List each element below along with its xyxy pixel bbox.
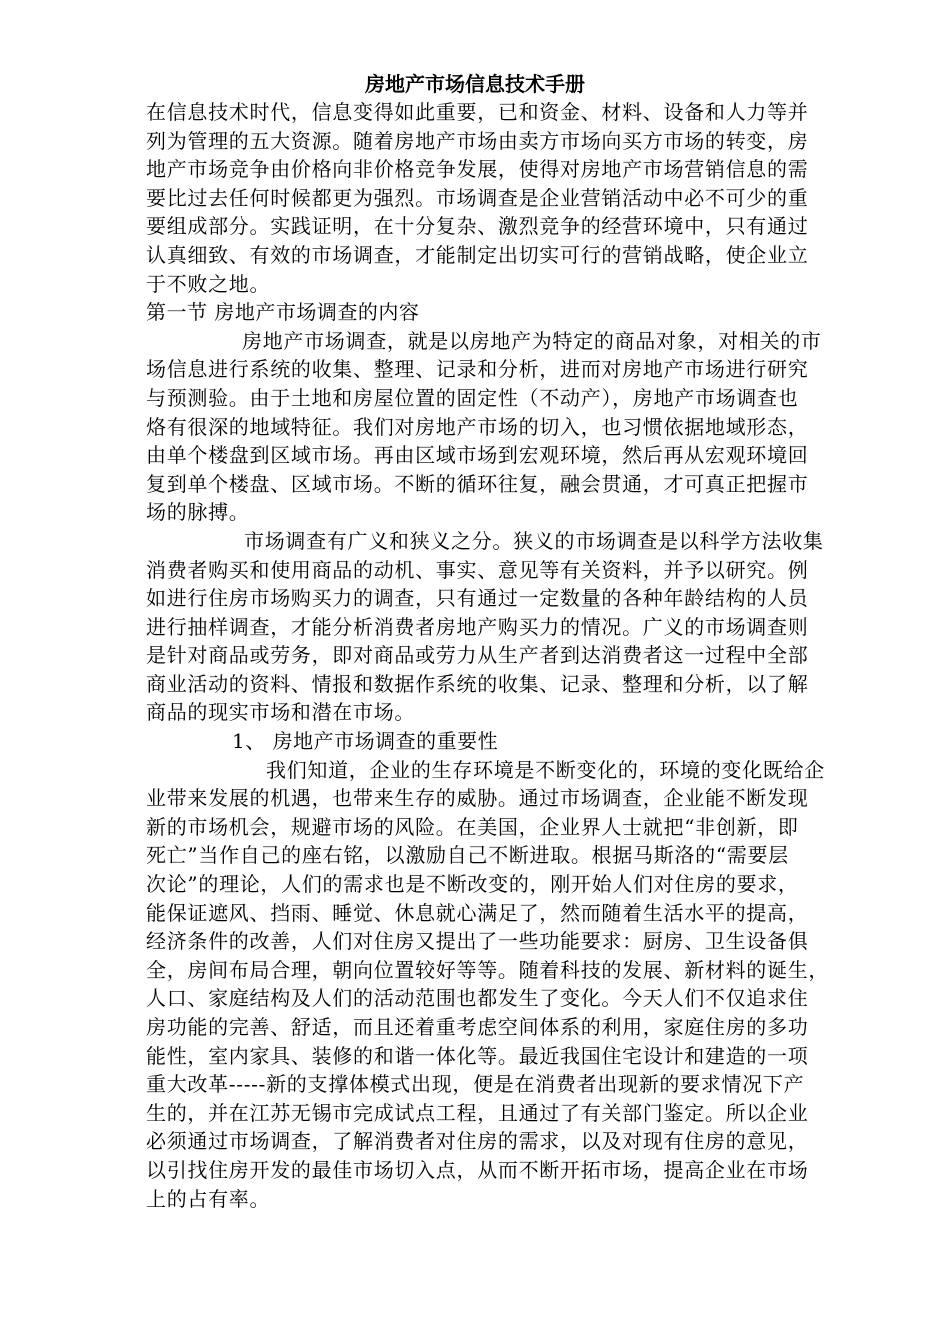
text-line: 房功能的完善、舒适，而且还着重考虑空间体系的利用，家庭住房的多功	[146, 1015, 809, 1039]
text-line: 要比过去任何时候都更为强烈。市场调查是企业营销活动中必不可少的重	[146, 185, 809, 210]
intro-paragraph	[146, 98, 876, 298]
text-line: 商业活动的资料、情报和数据作系统的收集、记录、整理和分析，以了解	[146, 671, 809, 696]
text-line: 进行抽样调查，才能分析消费者房地产购买力的情况。广义的市场调查则	[146, 614, 809, 639]
text-line: 复到单个楼盘、区域市场。不断的循环往复，融会贯通，才可真正把握市	[146, 471, 809, 496]
subsection-heading: 1、 房地产市场调查的重要性	[232, 729, 499, 754]
text-line: 于不败之地。	[146, 271, 271, 296]
text-line: 地产市场竞争由价格向非价格竞争发展，使得对房地产市场营销信息的需	[146, 157, 809, 182]
text-line: 市场调查有广义和狭义之分。狭义的市场调查是以科学方法收集	[244, 528, 824, 553]
paragraph-definition	[146, 327, 876, 527]
text-line: 以引找住房开发的最佳市场切入点，从而不断开拓市场，提高企业在市场	[146, 1157, 809, 1182]
text-line: 全，房间布局合理，朝向位置较好等等。随着科技的发展、新材料的诞生，	[146, 957, 830, 982]
text-line: 由单个楼盘到区域市场。再由区域市场到宏观环境，然后再从宏观环境回	[146, 443, 809, 468]
text-line: 经济条件的改善，人们对住房又提出了一些功能要求：厨房、卫生设备俱	[146, 929, 809, 954]
section-heading: 第一节 房地产市场调查的内容	[146, 300, 420, 325]
text-line: 在信息技术时代，信息变得如此重要，已和资金、材料、设备和人力等并	[146, 100, 809, 124]
text-line: 要组成部分。实践证明，在十分复杂、激烈竞争的经营环境中，只有通过	[146, 214, 809, 239]
text-line: 业带来发展的机遇，也带来生存的威胁。通过市场调查，企业能不断发现	[146, 786, 809, 811]
text-line: 能性，室内家具、装修的和谐一体化等。最近我国住宅设计和建造的一项	[146, 1043, 809, 1068]
text-line: 烙有很深的地域特征。我们对房地产市场的切入，也习惯依据地域形态，	[146, 414, 809, 439]
text-line: 是针对商品或劳务，即对商品或劳力从生产者到达消费者这一过程中全部	[146, 643, 809, 668]
text-line: 新的市场机会，规避市场的风险。在美国，企业界人士就把“非创新，即	[146, 814, 799, 839]
paragraph-broad-narrow	[146, 527, 876, 727]
text-line: 我们知道，企业的生存环境是不断变化的，环境的变化既给企	[266, 757, 825, 782]
text-line: 上的占有率。	[146, 1186, 271, 1211]
text-line: 列为管理的五大资源。随着房地产市场由卖方市场向买方市场的转变，房	[146, 128, 809, 153]
text-line: 死亡”当作自己的座右铭，以激励自己不断进取。根据马斯洛的“需要层	[146, 843, 789, 868]
text-line: 认真细致、有效的市场调查，才能制定出切实可行的营销战略，使企业立	[146, 242, 809, 267]
text-line: 次论”的理论，人们的需求也是不断改变的，刚开始人们对住房的要求，	[146, 872, 799, 897]
text-line: 消费者购买和使用商品的动机、事实、意见等有关资料，并予以研究。例	[146, 557, 809, 582]
text-line: 场信息进行系统的收集、整理、记录和分析，进而对房地产市场进行研究	[146, 357, 809, 382]
document-body	[146, 98, 876, 1213]
paragraph-importance	[146, 756, 876, 1214]
text-line: 人口、家庭结构及人们的活动范围也都发生了变化。今天人们不仅追求住	[146, 986, 809, 1011]
text-line: 必须通过市场调查，了解消费者对住房的需求，以及对现有住房的意见，	[146, 1129, 809, 1154]
text-line: 如进行住房市场购买力的调查，只有通过一定数量的各种年龄结构的人员	[146, 586, 809, 611]
text-line: 商品的现实市场和潜在市场。	[146, 700, 416, 725]
text-line: 与预测验。由于土地和房屋位置的固定性（不动产），房地产市场调查也	[146, 385, 799, 410]
text-line: 场的脉搏。	[146, 500, 250, 525]
document-title: 房地产市场信息技术手册	[365, 72, 585, 96]
text-line: 能保证遮风、挡雨、睡觉、休息就心满足了，然而随着生活水平的提高，	[146, 900, 809, 925]
text-line: 生的，并在江苏无锡市完成试点工程，且通过了有关部门鉴定。所以企业	[146, 1100, 809, 1125]
text-line: 房地产市场调查，就是以房地产为特定的商品对象，对相关的市	[242, 328, 822, 353]
text-line: 重大改革-----新的支撑体模式出现，便是在消费者出现新的要求情况下产	[146, 1072, 805, 1097]
